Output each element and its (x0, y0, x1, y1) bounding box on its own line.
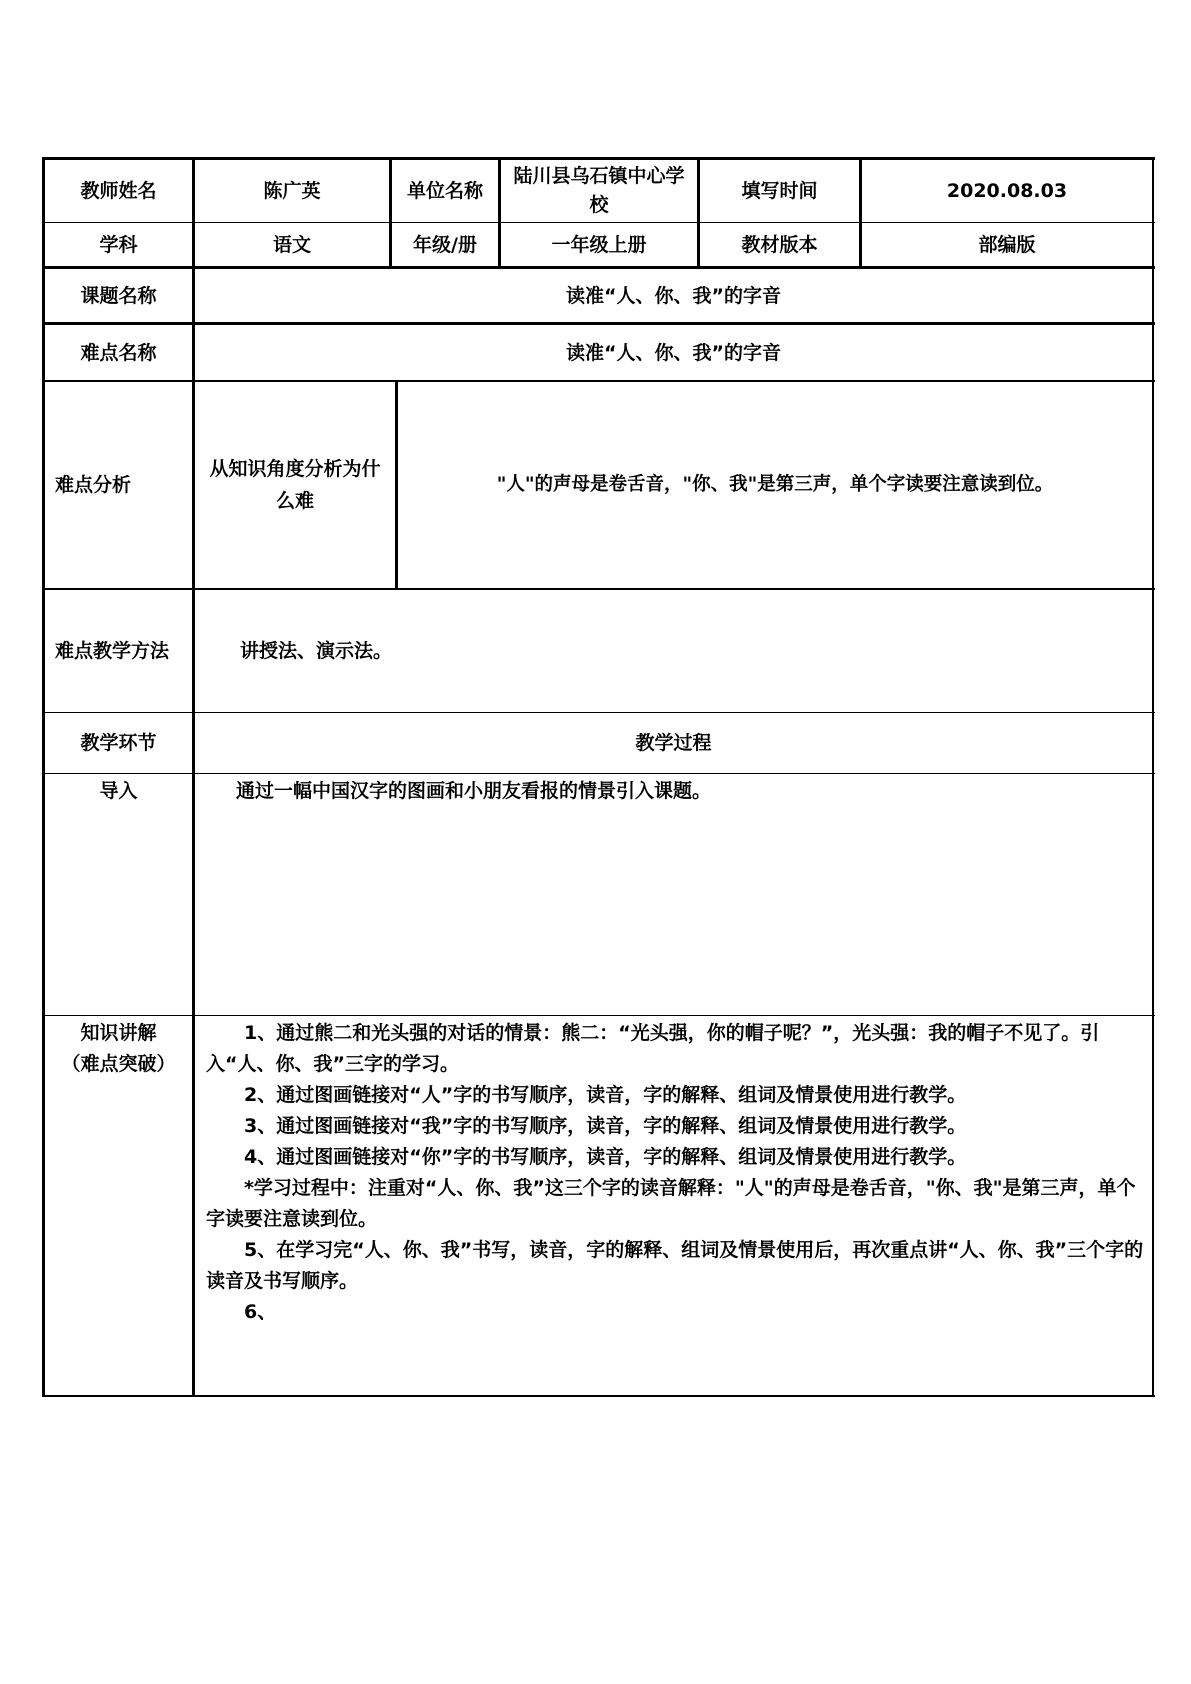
grade-label: 年级/册 (413, 233, 477, 256)
subject-value: 语文 (272, 233, 311, 256)
difficulty-label: 难点名称 (80, 341, 157, 364)
topic-label: 课题名称 (80, 284, 157, 307)
fill-time-label: 填写时间 (741, 180, 818, 202)
knowledge-content (206, 1018, 1144, 1328)
knowledge-label-line2: （难点突破） (61, 1053, 176, 1075)
process-header-value: 教学过程 (635, 732, 712, 754)
unit-value: 陆川县乌石镇中心学校 (513, 165, 685, 216)
subject-label: 学科 (99, 233, 138, 256)
knowledge-paragraph: *学习过程中：注重对“人、你、我”这三个字的读音解释："人"的声母是卷舌音，"你、我"是第三声，单个字读要注意读到位。 (206, 1177, 1136, 1230)
edition-label: 教材版本 (741, 233, 818, 256)
table-border-bottom (42, 1395, 1155, 1397)
analysis-value: "人"的声母是卷舌音，"你、我"是第三声，单个字读要注意读到位。 (496, 474, 1054, 495)
unit-label: 单位名称 (406, 180, 483, 202)
row-separator (42, 773, 1155, 774)
intro-value: 通过一幅中国汉字的图画和小朋友看报的情景引入课题。 (236, 780, 712, 802)
knowledge-paragraph: 2、通过图画链接对“人”字的书写顺序，读音，字的解释、组词及情景使用进行教学。 (244, 1084, 967, 1106)
method-label: 难点教学方法 (55, 640, 170, 662)
topic-value: 读准“人、你、我”的字音 (566, 284, 781, 307)
teacher-name-label: 教师姓名 (80, 180, 157, 202)
knowledge-paragraph: 5、在学习完“人、你、我”书写，读音，字的解释、组词及情景使用后，再次重点讲“人、你、我”三个字的读音及书写顺序。 (206, 1239, 1144, 1292)
knowledge-paragraph: 4、通过图画链接对“你”字的书写顺序，读音，字的解释、组词及情景使用进行教学。 (244, 1146, 967, 1168)
analysis-sub-label: 从知识角度分析为什么难 (209, 458, 381, 512)
fill-time-value: 2020.08.03 (946, 180, 1068, 202)
row-separator (42, 1015, 1155, 1016)
knowledge-paragraph: 3、通过图画链接对“我”字的书写顺序，读音，字的解释、组词及情景使用进行教学。 (244, 1115, 967, 1137)
intro-label: 导入 (99, 780, 138, 802)
analysis-label: 难点分析 (55, 474, 132, 496)
method-value: 讲授法、演示法。 (240, 640, 393, 662)
process-header-label: 教学环节 (80, 732, 157, 754)
table-border-right (1152, 157, 1154, 1397)
knowledge-label (45, 1018, 192, 1080)
teacher-name-value: 陈广英 (263, 180, 321, 202)
edition-value: 部编版 (978, 233, 1036, 256)
knowledge-paragraph: 6、 (244, 1301, 277, 1323)
knowledge-paragraph: 1、通过熊二和光头强的对话的情景：熊二：“光头强，你的帽子呢？”，光头强：我的帽子不见了。引入“人、你、我”三字的学习。 (206, 1022, 1100, 1075)
grade-value: 一年级上册 (551, 233, 647, 256)
difficulty-value: 读准“人、你、我”的字音 (566, 341, 781, 364)
knowledge-label-line1: 知识讲解 (80, 1022, 157, 1044)
